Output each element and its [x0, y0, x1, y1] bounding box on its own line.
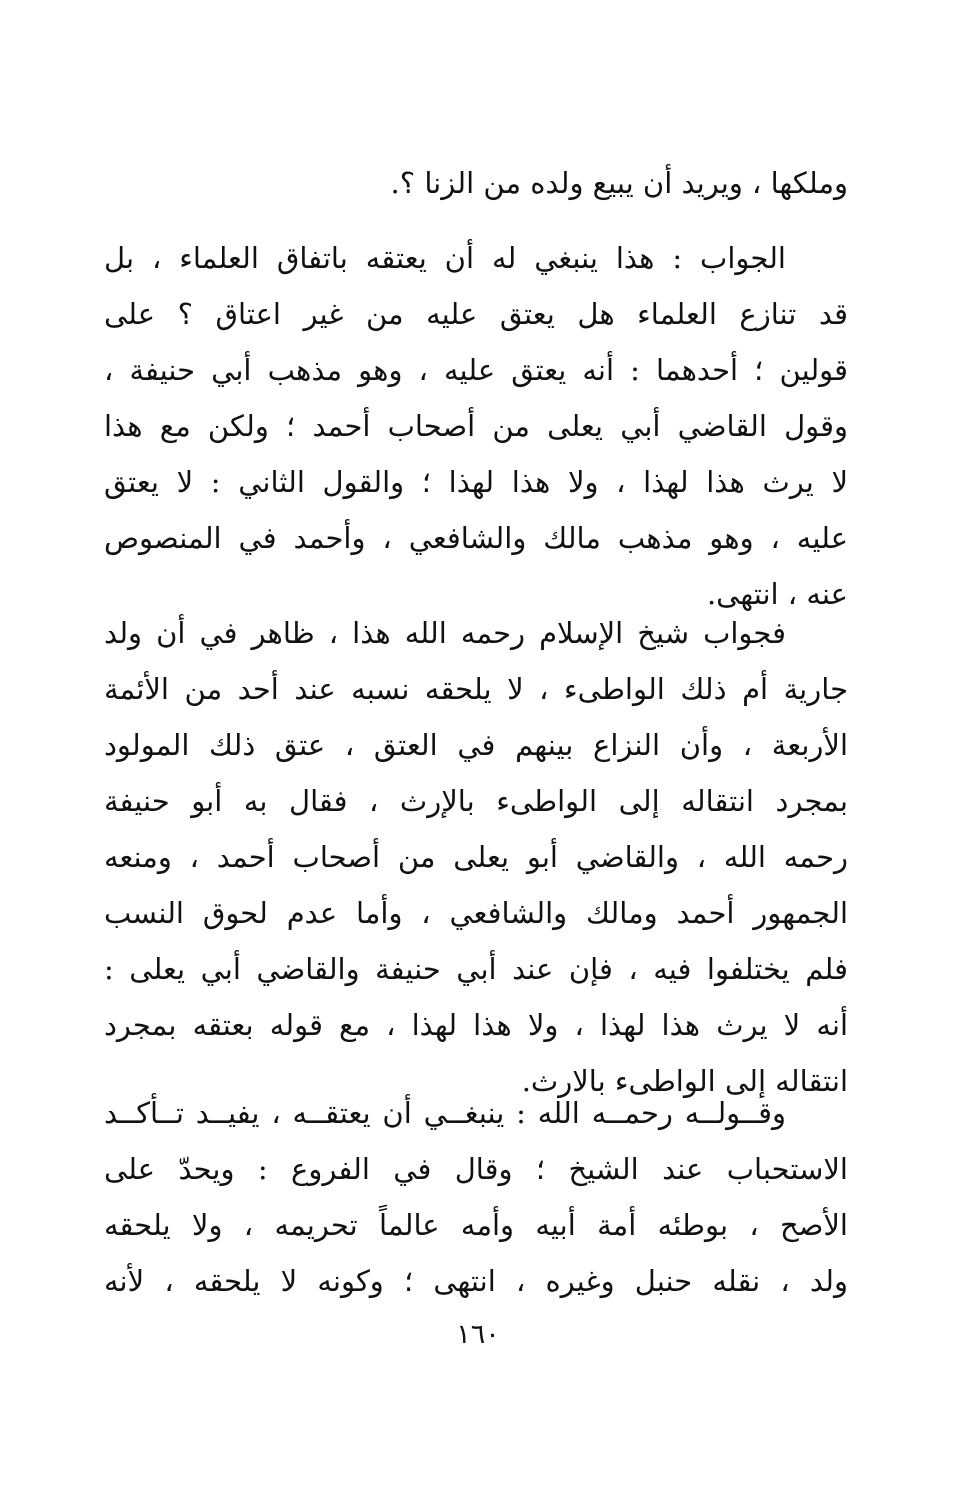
- paragraph-commentary: [104, 605, 848, 1109]
- text-line: الأربعة ، وأن النزاع بينهم في العتق ، عتق ذلك المولود: [104, 728, 848, 762]
- text-line: الجمهور أحمد ومالك والشافعي ، وأما عدم لحوق النسب: [104, 896, 848, 930]
- text-line: فلم يختلفوا فيه ، فإن عند أبي حنيفة والقاضي أبي يعلى :: [104, 952, 848, 986]
- text-line: فجواب شيخ الإسلام رحمه الله هذا ، ظاهر في أن ولد: [104, 616, 786, 650]
- text-line: انتقاله إلى الواطىء بالارث.: [521, 1064, 848, 1098]
- text-line: وقول القاضي أبي يعلى من أصحاب أحمد ؛ ولكن مع هذا: [104, 409, 848, 443]
- text-line: لا يرث هذا لهذا ، ولا هذا لهذا ؛ والقول الثاني : لا يعتق: [104, 465, 848, 499]
- text-line: ولد ، نقله حنبل وغيره ، انتهى ؛ وكونه لا يلحقه ، لأنه: [104, 1264, 848, 1298]
- text-line: عنه ، انتهى.: [706, 577, 848, 611]
- paragraph-question-end: [104, 155, 848, 211]
- text-line: الجواب : هذا ينبغي له أن يعتقه باتفاق العلماء ، بل: [104, 241, 786, 275]
- text-line: أنه لا يرث هذا لهذا ، ولا هذا لهذا ، مع قوله بعتقه بمجرد: [104, 1008, 848, 1042]
- text-line: قولين ؛ أحدهما : أنه يعتق عليه ، وهو مذهب أبي حنيفة ،: [104, 353, 848, 387]
- text-line: وقــولــه رحمــه الله : ينبغــي أن يعتقــه ، يفيــد تــأكــد: [104, 1096, 786, 1130]
- text-line: الأصح ، بوطئه أمة أبيه وأمه عالماً تحريمه ، ولا يلحقه: [104, 1208, 848, 1242]
- paragraph-continuation: [104, 1085, 848, 1309]
- text-line: رحمه الله ، والقاضي أبو يعلى من أصحاب أحمد ، ومنعه: [104, 840, 848, 874]
- paragraph-answer: [104, 230, 848, 622]
- text-line: بمجرد انتقاله إلى الواطىء بالإرث ، فقال به أبو حنيفة: [104, 784, 848, 818]
- text-line: وملكها ، ويريد أن يبيع ولده من الزنا ؟.: [390, 166, 848, 200]
- page-number: ١٦٠: [456, 1319, 500, 1350]
- text-line: الاستحباب عند الشيخ ؛ وقال في الفروع : ويحدّ على: [104, 1152, 848, 1186]
- text-line: جارية أم ذلك الواطىء ، لا يلحقه نسبه عند أحد من الأئمة: [104, 672, 848, 706]
- text-line: قد تنازع العلماء هل يعتق عليه من غير اعتاق ؟ على: [104, 297, 848, 331]
- text-line: عليه ، وهو مذهب مالك والشافعي ، وأحمد في المنصوص: [104, 521, 848, 555]
